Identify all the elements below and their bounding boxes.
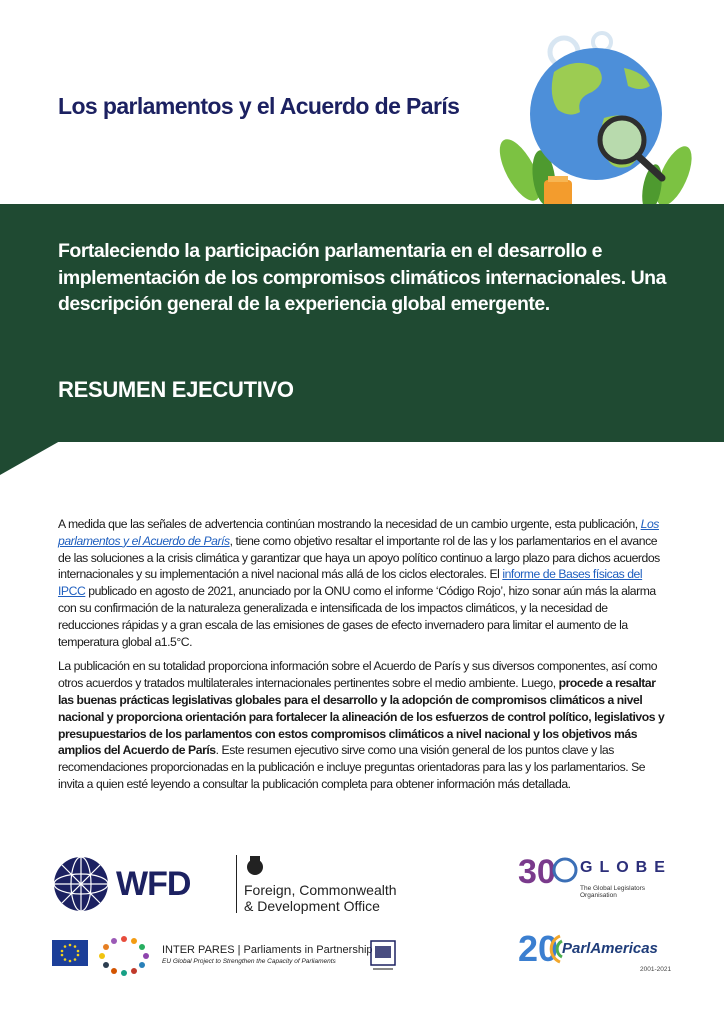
crest-icon <box>244 855 266 877</box>
fcdo-line-1: Foreign, Commonwealth <box>244 882 397 898</box>
eu-flag-logo <box>52 940 88 970</box>
parlamericas-years: 2001-2021 <box>640 966 672 973</box>
parlamericas-arcs-icon <box>540 932 564 966</box>
fcdo-logo <box>236 855 406 915</box>
fcdo-line-2: & Development Office <box>244 898 380 914</box>
inter-pares-ring-logo <box>96 936 152 976</box>
eu-flag-icon <box>52 940 88 966</box>
international-idea-logo <box>370 940 396 972</box>
paragraph-2: La publicación en su totalidad proporciona información sobre el Acuerdo de París y sus diversos componentes, así como otros acuerdos y tratados multilaterales internacionales pertinentes sobre el medio ambiente. Luego, procede a resaltar las buenas prácticas legislativas globales para el desarrollo y la adopción de compromisos climáticos a nivel nacional y proporciona orientación para fortalecer la alineación de los esfuerzos de control político, legislativos y presupuestarios de los parlamentos con estos compromisos climáticos a nivel nacional y los objetivos más amplios del Acuerdo de París. Este resumen ejecutivo sirve como una visión general de los puntos clave y las recomendaciones proporcionadas en la publicación e incluye preguntas orientadoras para las y los parlamentarios. Se invita a quien esté leyendo a consultar la publicación completa para obtener información más detallada. <box>58 659 665 791</box>
globe-icon <box>552 857 578 883</box>
parlamericas-logo <box>518 928 678 978</box>
globe-wordmark: GLOBE <box>580 859 672 876</box>
wfd-logo <box>52 855 202 917</box>
inter-pares-logo <box>162 944 373 974</box>
wfd-globe-icon <box>52 855 110 913</box>
globe-tagline: The Global Legislators Organisation <box>580 885 646 899</box>
parlamericas-wordmark: ParlAmericas <box>562 940 658 957</box>
section-heading: RESUMEN EJECUTIVO <box>58 377 294 402</box>
globe-logo <box>518 853 678 901</box>
highlighted-text: procede a resaltar las buenas prácticas legislativas globales para el desarrollo y la adopción de compromisos climáticos a nivel nacional y proporciona orientación para fortalecer la alineación de los esfuerzos de control político, legislativos y presupuestarios de los parlamentos con estos compromisos climáticos a nivel nacional y los objetivos más amplios del Acuerdo de París <box>58 676 665 758</box>
ipcc-report-link[interactable]: informe de Bases físicas del IPCC <box>58 567 643 599</box>
publication-link[interactable]: Los parlamentos y el Acuerdo de París <box>58 517 659 548</box>
inter-pares-subtitle: EU Global Project to Strengthen the Capacity of Parliaments <box>162 958 336 965</box>
paragraph-1: A medida que las señales de advertencia continúan mostrando la necesidad de un cambio urgente, esta publicación, Los parlamentos y el Acuerdo de París, tiene como objetivo resaltar el importante rol de las y los parlamentarios en el avance de las soluciones a la crisis climática y garantizar que haya un apoyo político continuo a largo plazo para dichos acuerdos internacionales y su implementación a nivel nacional más allá de los ciclos electorales. El informe de Bases físicas del IPCC publicado en agosto de 2021, anunciado por la ONU como el informe ‘Código Rojo’, hizo sonar aún más la alarma con su confirmación de la naturaleza generalizada e intensificada de los impactos climáticos, y la necesidad de reducciones rápidas y a gran escala de las emisiones de gases de efecto invernadero para limitar el aumento de la temperatura global a1.5°C. <box>58 517 660 649</box>
banner-notch <box>0 441 60 475</box>
banner-subtitle: Fortaleciendo la participación parlamentaria en el desarrollo e implementación de los compromisos climáticos internacionales. Una descripción general de la experiencia global emergente. <box>58 240 666 315</box>
parlamericas-20-mark: 20 <box>518 928 559 969</box>
page-title: Los parlamentos y el Acuerdo de París <box>58 93 460 119</box>
globe-30-mark: 30 <box>518 853 556 891</box>
body-text <box>58 516 670 801</box>
inter-pares-title: INTER PARES | Parliaments in Partnership <box>162 944 373 956</box>
wfd-wordmark: WFD <box>116 865 191 903</box>
globe-illustration <box>484 28 704 210</box>
